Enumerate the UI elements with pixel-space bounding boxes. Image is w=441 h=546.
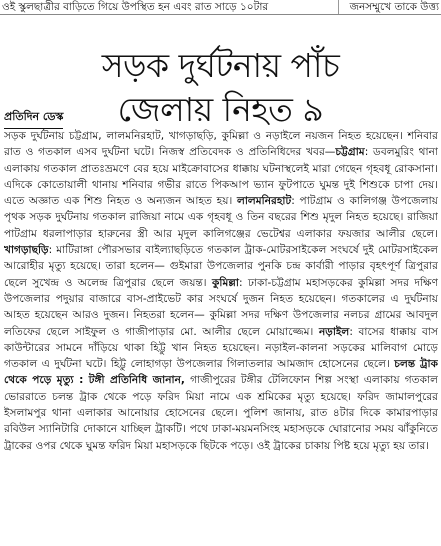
previous-article-text: ওই স্কুলছাত্রীর বাড়িতে গিয়ে উপস্থিত হন এবং রাত সাড়ে ১০টার [2,1,269,13]
location-narail: নড়াইল [318,325,350,338]
location-lalmonirhat: লালমনিরহাট [236,195,292,208]
byline: প্রতিদিন ডেস্ক [4,108,63,129]
article-intro: সড়ক দুর্ঘটনায় চট্টগ্রাম, লালমনিরহাট, খাগড়াছড়ি, কুমিল্লা ও নড়াইলে নয়জন নিহত হয়েছেন। শনিবার রাত ও গতকাল এসব দুর্ঘটনা ঘটে। নিজস্ব প্রতিবেদক ও প্রতিনিধিদের খবর— [4,130,438,159]
article-cumilla: : ঢাকা-চট্টগ্রাম মহাসড়কের কুমিল্লা সদর দক্ষিণ উপজেলার পদুয়ার বাজারে বাস-প্রাইভেট কার সংঘর্ষে দুজন নিহত হয়েছেন। গতকালের এ দুর্ঘটনায় আহত হয়েছেন আরও দুজন। নিহতরা হলেন— কুমিল্লা সদর দক্ষিণ উপজেলার নলচর গ্রামের আবদুল লতিফের ছেলে সাইফুল ও গাজীপাড়ার মো. আলীর ছেলে মোয়াজ্জেম। [4,276,438,338]
article-khagrachhari: : মাটিরাঙ্গা পৌরসভার বাইল্যাছড়িতে গতকাল ট্রাক-মোটরসাইকেল সংঘর্ষে দুই মোটরসাইকেল আরোহীর মৃত্যু হয়েছে। তারা হলেন— গুইমারা উপজেলার পুনকি চন্দ্র কার্বারী পাড়ার বৃহৎপূর্ণ ত্রিপুরার ছেলে সুখেন্দ্র ও অলেন্দ্র ত্রিপুরার ছেলে জয়ন্ত। [4,244,438,289]
article-tongi: গাজীপুরের টঙ্গীর টেলিফোন শিল্প সংস্থা এলাকায় গতকাল ভোররাতে চলন্ত ট্রাক থেকে পড়ে ফরিদ মিয়া নামে এক শ্রমিকের মৃত্যু হয়েছে। ফরিদ জামালপুরের ইসলামপুর থানা এলাকার আনোয়ার হোসেনের ছেলে। পুলিশ জানায়, রাত ৪টার দিকে কামারপাড়ার রবিউল স্যানিটারি দোকানে যাচ্ছিল ট্রাকটি। পথে ঢাকা-ময়মনসিংহ মহাসড়কে ঘোরানোর সময় ঝাঁকুনিতে ট্রাকের ওপর থেকে ঘুমন্ত ফরিদ মিয়া মহাসড়কে ছিটকে পড়ে। ওই ট্রাকের চাকায় পিষ্ট হয়ে মৃত্যু হয় তার। [4,374,438,452]
article-lalmonirhat: : পাটগ্রাম ও কালিগঞ্জ উপজেলায় পৃথক সড়ক দুর্ঘটনায় গতকাল রাজিয়া নামে এক গৃহবধূ ও তিন বছরের শিশু মৃদুল নিহত হয়েছে। রাজিয়া পাটগ্রাম ধরলাপাড়ার হারুনের স্ত্রী আর মৃদুল কালিগঞ্জের ভেটেশ্বর এলাকার ফয়জার আলীর ছেলে। [4,195,438,240]
article-chattogram: : ডবলমুরিং থানা এলাকায় গতকাল প্রাতঃভ্রমণে বের হয়ে মাইক্রোবাসের ধাক্কায় ঘটনাস্থলেই মারা গেছেন গৃহবধূ রোকসানা। এদিকে কোতোয়ালী থানায় শনিবার গভীর রাতে পিকআপ ভ্যান ফুটপাতে ঘুমন্ত দুই শিশুকে চাপা দেয়। এতে অজ্ঞাত এক শিশু নিহত ও অন্যজন আহত হয়। [4,146,438,208]
subhead-tongi: চলন্ত ট্রাক থেকে পড়ে মৃত্যু : টঙ্গী প্রতিনিধি জানান, [4,358,438,387]
article-body [4,128,438,546]
location-chattogram: চট্টগ্রাম [335,146,365,159]
adjacent-column-text: জনসম্মুখে তাকে উত্ত্য [349,1,439,13]
column-rule [338,0,339,14]
headline-line-1: সড়ক দুর্ঘটনায় পাঁচ [101,46,340,86]
location-khagrachhari: খাগড়াছড়ি [4,244,49,257]
headline [0,44,441,132]
article-narail: : বাসের ধাক্কায় বাস কাউন্টারের সামনে দাঁড়িয়ে থাকা হিট্টু খান নিহত হয়েছেন। নড়াইল-কালনা সড়কের মালিবাগ মোড়ে গতকাল এ দুর্ঘটনা ঘটে। হিট্টু লোহাগড়া উপজেলার গিলাতলার আমজাদ হোসেনের ছেলে। [4,325,438,371]
previous-article-strip [0,0,441,15]
headline-line-2: জেলায় নিহত ৯ [117,90,324,130]
location-cumilla: কুমিল্লা [212,276,239,289]
